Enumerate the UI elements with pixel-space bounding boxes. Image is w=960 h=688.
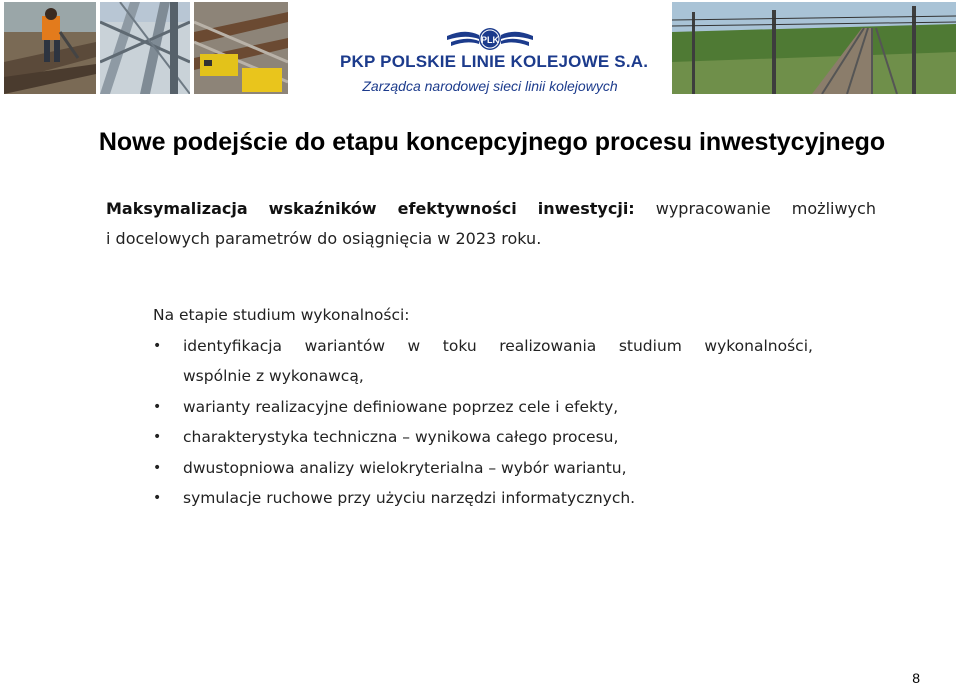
intro-word: efektywności xyxy=(397,199,517,218)
bullet-icon: • xyxy=(153,337,162,354)
plk-emblem-icon xyxy=(445,26,535,52)
list-item xyxy=(153,483,813,514)
bullet-line-1 xyxy=(183,331,813,362)
logo-emblem-text: PLK xyxy=(481,35,499,45)
intro-word: Maksymalizacja xyxy=(106,199,248,218)
bullet-icon: • xyxy=(153,459,162,476)
track-equipment-photo xyxy=(194,2,288,94)
pkp-plk-logo xyxy=(340,26,649,96)
bullet-word: studium xyxy=(618,336,682,355)
railway-line-photo xyxy=(672,2,956,94)
header-strip xyxy=(0,0,960,96)
intro-line-2: i docelowych parametrów do osiągnięcia w 2023 roku. xyxy=(106,229,542,248)
steel-bridge-photo xyxy=(100,2,190,94)
list-item xyxy=(153,331,813,392)
bullet-line-2: wspólnie z wykonawcą, xyxy=(183,367,364,385)
bullet-icon: • xyxy=(153,429,162,445)
intro-paragraph xyxy=(106,194,876,254)
list-item xyxy=(153,392,813,423)
list-item xyxy=(153,453,813,484)
bullet-word: toku xyxy=(442,336,477,355)
bullet-word: wariantów xyxy=(304,336,386,355)
bullet-list xyxy=(153,331,813,514)
intro-word: możliwych xyxy=(791,199,876,218)
railway-worker-photo xyxy=(4,2,96,94)
bullet-text: symulacje ruchowe przy użyciu narzędzi informatycznych. xyxy=(183,489,636,507)
bullet-text: charakterystyka techniczna – wynikowa całego procesu, xyxy=(183,428,619,446)
list-item xyxy=(153,422,813,453)
bullet-icon: • xyxy=(153,398,162,415)
intro-line-1 xyxy=(106,194,876,224)
bullet-word: wykonalności, xyxy=(704,336,813,355)
bullet-text: dwustopniowa analizy wielokryterialna – wybór wariantu, xyxy=(183,458,627,477)
page-number: 8 xyxy=(912,670,920,686)
bullet-word: w xyxy=(407,336,421,355)
logo-tagline: Zarządca narodowej sieci linii kolejowych xyxy=(362,78,618,94)
bullet-text: warianty realizacyjne definiowane poprzez cele i efekty, xyxy=(183,397,619,416)
intro-word: inwestycji: xyxy=(537,199,635,218)
bullet-icon: • xyxy=(153,490,162,506)
slide-title: Nowe podejście do etapu koncepcyjnego procesu inwestycyjnego xyxy=(98,128,886,156)
bullet-word: identyfikacja xyxy=(183,336,283,355)
intro-word: wypracowanie xyxy=(655,199,771,218)
section-heading: Na etapie studium wykonalności: xyxy=(153,306,410,324)
feasibility-section xyxy=(153,300,813,514)
intro-word: wskaźników xyxy=(268,199,377,218)
bullet-word: realizowania xyxy=(499,336,597,355)
logo-company-name: PKP POLSKIE LINIE KOLEJOWE S.A. xyxy=(340,52,649,71)
